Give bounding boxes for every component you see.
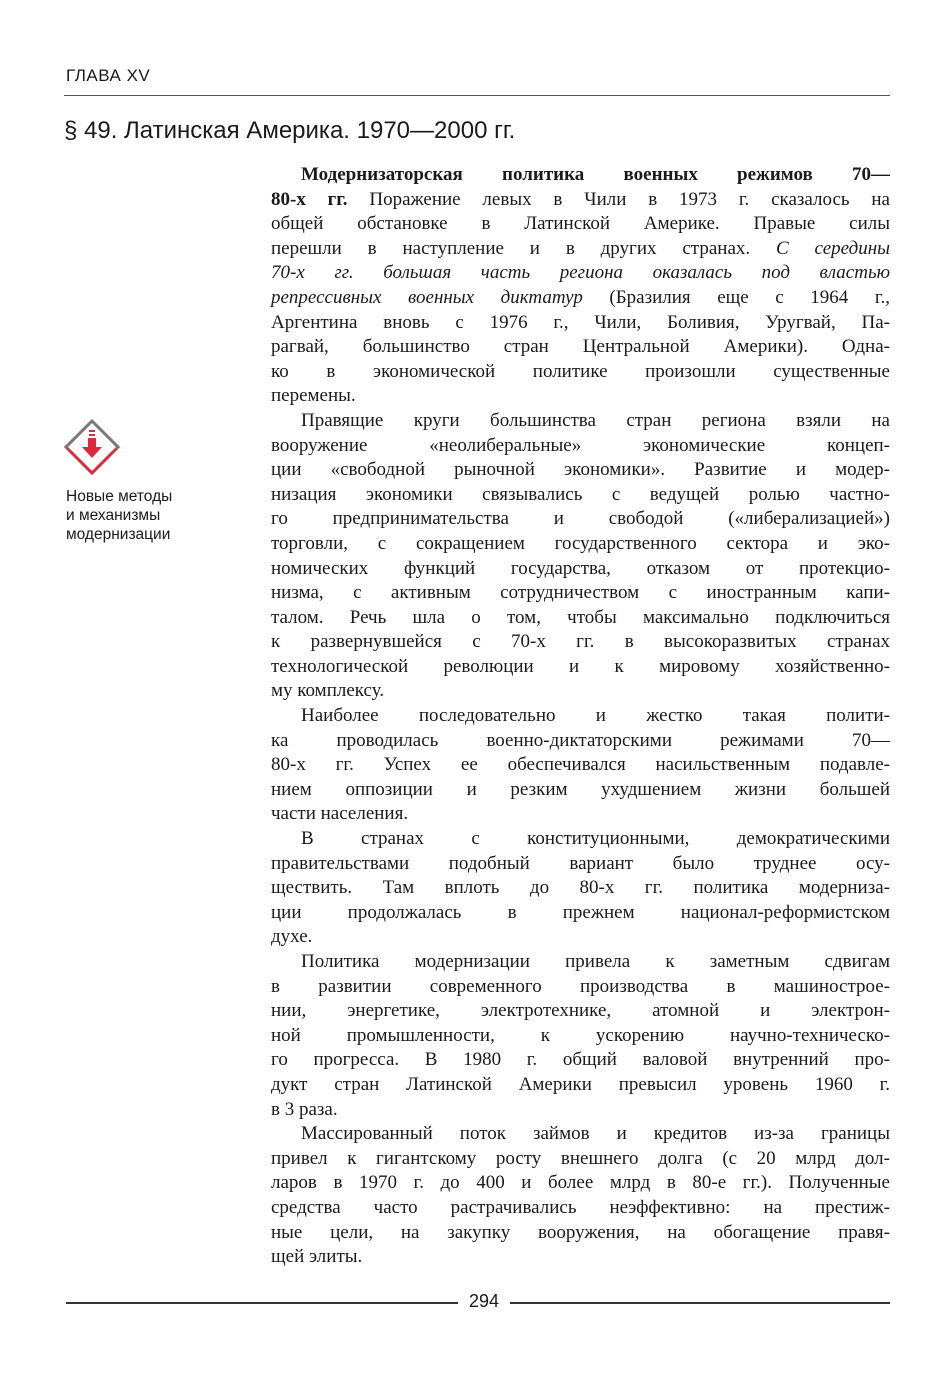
text-run: вооружение «неолиберальные» экономические концеп- — [271, 434, 890, 456]
text-run: Массированный поток займов и кредитов из-за границы — [301, 1123, 890, 1145]
text-line — [271, 483, 890, 508]
text-run: му комплексу. — [271, 680, 385, 702]
chapter-heading: ГЛАВА XV — [66, 66, 151, 85]
text-run: ко в экономической политике произошли существенные — [271, 360, 890, 382]
text-line — [271, 753, 890, 778]
text-line — [271, 360, 890, 385]
text-run: 80-х гг. Успех ее обеспечивался насильственным подавле- — [271, 754, 890, 776]
text-run: В странах с конституционными, демократическими — [301, 828, 890, 850]
page-number: 294 — [468, 1291, 500, 1311]
italic-run: репрессивных военных диктатур — [271, 286, 583, 308]
text-line — [271, 1245, 890, 1270]
sidebar-note-line: Новые методы — [66, 488, 173, 505]
text-run: духе. — [271, 926, 313, 948]
text-line — [271, 1073, 890, 1098]
text-run: нии, энергетике, электротехнике, атомной и электрон- — [271, 1000, 890, 1022]
text-run: Аргентина вновь с 1976 г., Чили, Боливия, Уругвай, Па- — [271, 311, 890, 333]
section-title: § 49. Латинская Америка. 1970—2000 гг. — [64, 117, 516, 144]
paragraph — [271, 409, 890, 704]
text-run: правительствами подобный вариант было труднее осу- — [271, 852, 890, 874]
text-line — [271, 1171, 890, 1196]
text-line — [271, 1196, 890, 1221]
paragraph — [271, 827, 890, 950]
paragraph — [271, 950, 890, 1122]
text-line — [271, 581, 890, 606]
text-line — [271, 876, 890, 901]
bold-run: Модернизаторская политика военных режимов 70— — [301, 164, 890, 185]
text-line — [271, 901, 890, 926]
text-line — [271, 925, 890, 950]
text-run: номических функций государства, отказом от протекцио- — [271, 557, 890, 579]
text-line — [271, 999, 890, 1024]
text-run: дукт стран Латинской Америки превысил уровень 1960 г. — [271, 1073, 890, 1095]
text-run: талом. Речь шла о том, чтобы максимально подключиться — [271, 606, 890, 628]
text-line — [271, 409, 890, 434]
italic-run: С середины — [775, 237, 890, 259]
text-line — [271, 1098, 890, 1123]
text-run: ка проводилась военно-диктаторскими режимами 70— — [271, 729, 890, 751]
text-run: ные цели, на закупку вооружения, на обогащение правя- — [271, 1221, 890, 1243]
footer-divider-right — [510, 1302, 890, 1304]
text-line — [271, 679, 890, 704]
text-run: Политика модернизации привела к заметным сдвигам — [301, 951, 890, 972]
text-run: в развитии современного производства в машинострое- — [271, 975, 890, 997]
text-run: ции продолжалась в прежнем национал-реформистском — [271, 901, 890, 923]
text-run: части населения. — [271, 803, 409, 825]
text-run: средства часто растрачивались неэффективно: на престиж- — [271, 1196, 890, 1218]
header-divider — [64, 95, 890, 96]
paragraph — [271, 1122, 890, 1270]
text-run: привел к гигантскому росту внешнего долга (с 20 млрд дол- — [271, 1147, 890, 1169]
text-line — [271, 384, 890, 409]
text-run: технологической революции и к мировому хозяйственно- — [271, 655, 890, 677]
text-run: рагвай, большинство стран Центральной Америки). Одна- — [271, 336, 890, 358]
text-line — [271, 261, 890, 286]
text-line — [271, 311, 890, 336]
text-line — [271, 188, 890, 213]
text-run: Наиболее последовательно и жестко такая полити- — [301, 705, 890, 727]
text-line — [271, 163, 890, 188]
text-run: нием оппозиции и резким ухудшением жизни большей — [271, 778, 890, 800]
text-line — [271, 778, 890, 803]
paragraph — [271, 163, 890, 409]
text-line — [271, 1048, 890, 1073]
text-line — [271, 630, 890, 655]
text-line — [271, 434, 890, 459]
text-line — [271, 606, 890, 631]
text-line — [271, 655, 890, 680]
text-line — [271, 237, 890, 262]
text-run: щей элиты. — [271, 1246, 363, 1268]
text-run: торговли, с сокращением государственного сектора и эко- — [271, 532, 890, 554]
text-run: ции «свободной рыночной экономики». Развитие и модер- — [271, 459, 890, 481]
footer-divider-left — [66, 1302, 458, 1304]
sidebar-note — [66, 487, 172, 544]
paragraph — [271, 704, 890, 827]
text-line — [271, 704, 890, 729]
text-line — [271, 507, 890, 532]
text-line — [271, 557, 890, 582]
text-line — [271, 975, 890, 1000]
text-line — [271, 458, 890, 483]
text-run: Правящие круги большинства стран региона взяли на — [301, 409, 890, 431]
sidebar-note-line: модернизации — [66, 526, 171, 543]
text-run: к развернувшейся с 70-х гг. в высокоразвитых странах — [271, 631, 890, 653]
sidebar-note-line: и механизмы — [66, 507, 161, 524]
text-run: перемены. — [271, 385, 356, 407]
text-line — [271, 827, 890, 852]
body-text — [271, 163, 890, 1270]
text-run: низация экономики связывались с ведущей ролью частно- — [271, 483, 890, 505]
text-run: ларов в 1970 г. до 400 и более млрд в 80-е гг.). Полученные — [271, 1172, 890, 1194]
text-run: Поражение левых в Чили в 1973 г. сказалось на — [347, 188, 890, 210]
text-run: в 3 раза. — [271, 1098, 338, 1120]
text-line — [271, 729, 890, 754]
text-line — [271, 950, 890, 975]
text-line — [271, 852, 890, 877]
text-line — [271, 1221, 890, 1246]
text-run: (Бразилия еще с 1964 г., — [582, 286, 891, 308]
modernization-arrow-diamond-icon — [63, 418, 121, 476]
text-line — [271, 1147, 890, 1172]
text-line — [271, 1122, 890, 1147]
text-line — [271, 1024, 890, 1049]
text-run: го прогресса. В 1980 г. общий валовой внутренний про- — [271, 1049, 890, 1071]
text-run: общей обстановке в Латинской Америке. Правые силы — [271, 213, 890, 235]
italic-run: 70-х гг. большая часть региона оказалась под властью — [271, 262, 890, 284]
text-run: перешли в наступление и в других странах. — [271, 237, 776, 259]
text-line — [271, 212, 890, 237]
text-run: низма, с активным сотрудничеством с иностранным капи- — [271, 582, 890, 604]
text-run: ной промышленности, к ускорению научно-техническо- — [271, 1024, 890, 1046]
text-run: ществить. Там вплоть до 80-х гг. политика модерниза- — [271, 877, 890, 899]
text-line — [271, 802, 890, 827]
text-line — [271, 532, 890, 557]
text-line — [271, 286, 890, 311]
text-run: го предпринимательства и свободой («либерализацией») — [271, 508, 890, 530]
bold-run: 80-х гг. — [271, 188, 348, 210]
text-line — [271, 335, 890, 360]
